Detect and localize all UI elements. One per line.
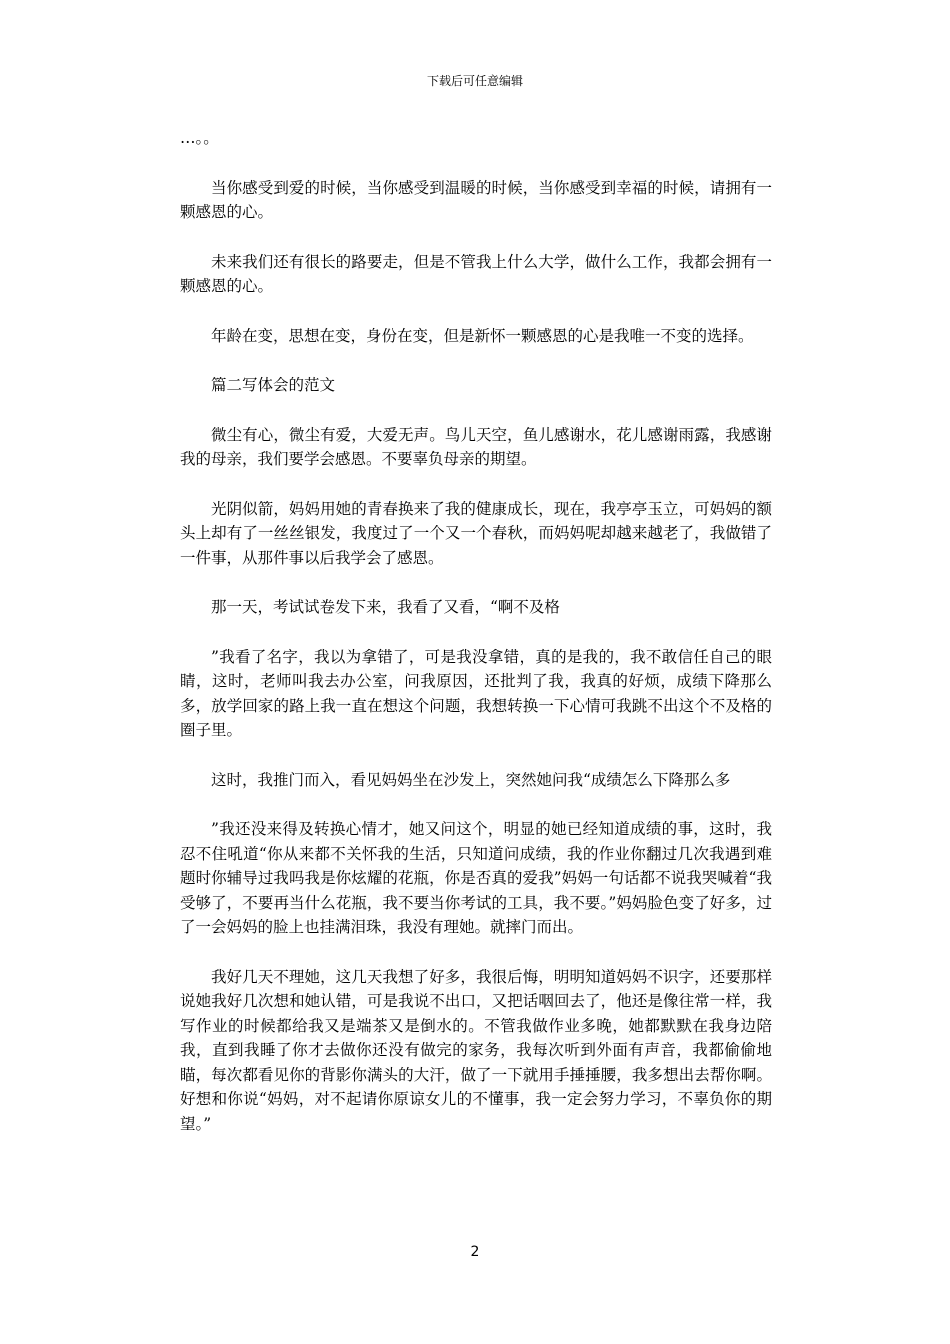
section-heading: 篇二写体会的范文 xyxy=(211,376,336,394)
paragraph: 我好几天不理她，这几天我想了好多，我很后悔，明明知道妈妈不识字，还要那样说她我好几次想和她认错，可是我说不出口，又把话咽回去了，他还是像往常一样，我写作业的时候都给我又是端茶又是倒水的。不管我做作业多晚，她都默默在我身边陪我，直到我睡了你才去做你还没有做完的家务，我每次听到外面有声音，我都偷偷地瞄，每次都看见你的背影你满头的大汗，做了一下就用手捶捶腰，我多想出去帮你啊。好想和你说“妈妈，对不起请你原谅女儿的不懂事，我一定会努力学习，不辜负你的期望。” xyxy=(180,967,772,1133)
paragraph: ”我看了名字，我以为拿错了，可是我没拿错，真的是我的，我不敢信任自己的眼睛，这时，老师叫我去办公室，问我原因，还批判了我，我真的好烦，成绩下降那么多，放学回家的路上我一直在想这个问题，我想转换一下心情可我跳不出这个不及格的圈子里。 xyxy=(180,647,772,739)
paragraph: 那一天，考试试卷发下来，我看了又看，“啊不及格 xyxy=(211,598,560,616)
paragraph: 年龄在变，思想在变，身份在变，但是新怀一颗感恩的心是我唯一不变的选择。 xyxy=(211,326,754,345)
paragraph: 这时，我推门而入，看见妈妈坐在沙发上，突然她问我“成绩怎么下降那么多 xyxy=(211,770,731,789)
paragraph: 光阴似箭，妈妈用她的青春换来了我的健康成长，现在，我亭亭玉立，可妈妈的额头上却有了一丝丝银发，我度过了一个又一个春秋，而妈妈呢却越来越老了，我做错了一件事，从那件事以后我学会了感恩。 xyxy=(180,499,772,567)
page-header: 下载后可任意编辑 xyxy=(426,74,523,88)
paragraph: 当你感受到爱的时候，当你感受到温暖的时候，当你感受到幸福的时候，请拥有一颗感恩的心。 xyxy=(180,178,772,221)
paragraph: ”我还没来得及转换心情才，她又问这个，明显的她已经知道成绩的事，这时，我忍不住吼道“你从来都不关怀我的生活，只知道问成绩，我的作业你翻过几次我遇到难题时你辅导过我吗我是你炫耀的花瓶，你是否真的爱我”妈妈一句话都不说我哭喊着“我受够了，不要再当什么花瓶，我不要当你考试的工具，我不要。”妈妈脸色变了好多，过了一会妈妈的脸上也挂满泪珠，我没有理她。就摔门而出。 xyxy=(180,820,772,936)
document-body xyxy=(180,126,772,1161)
paragraph: 微尘有心，微尘有爱，大爱无声。鸟儿天空，鱼儿感谢水，花儿感谢雨露，我感谢我的母亲，我们要学会感恩。不要辜负母亲的期望。 xyxy=(180,425,772,468)
paragraph-ellipsis: …。。 xyxy=(180,129,219,147)
page-number: 2 xyxy=(470,1244,480,1260)
paragraph: 未来我们还有很长的路要走，但是不管我上什么大学，做什么工作，我都会拥有一颗感恩的心。 xyxy=(180,252,772,295)
